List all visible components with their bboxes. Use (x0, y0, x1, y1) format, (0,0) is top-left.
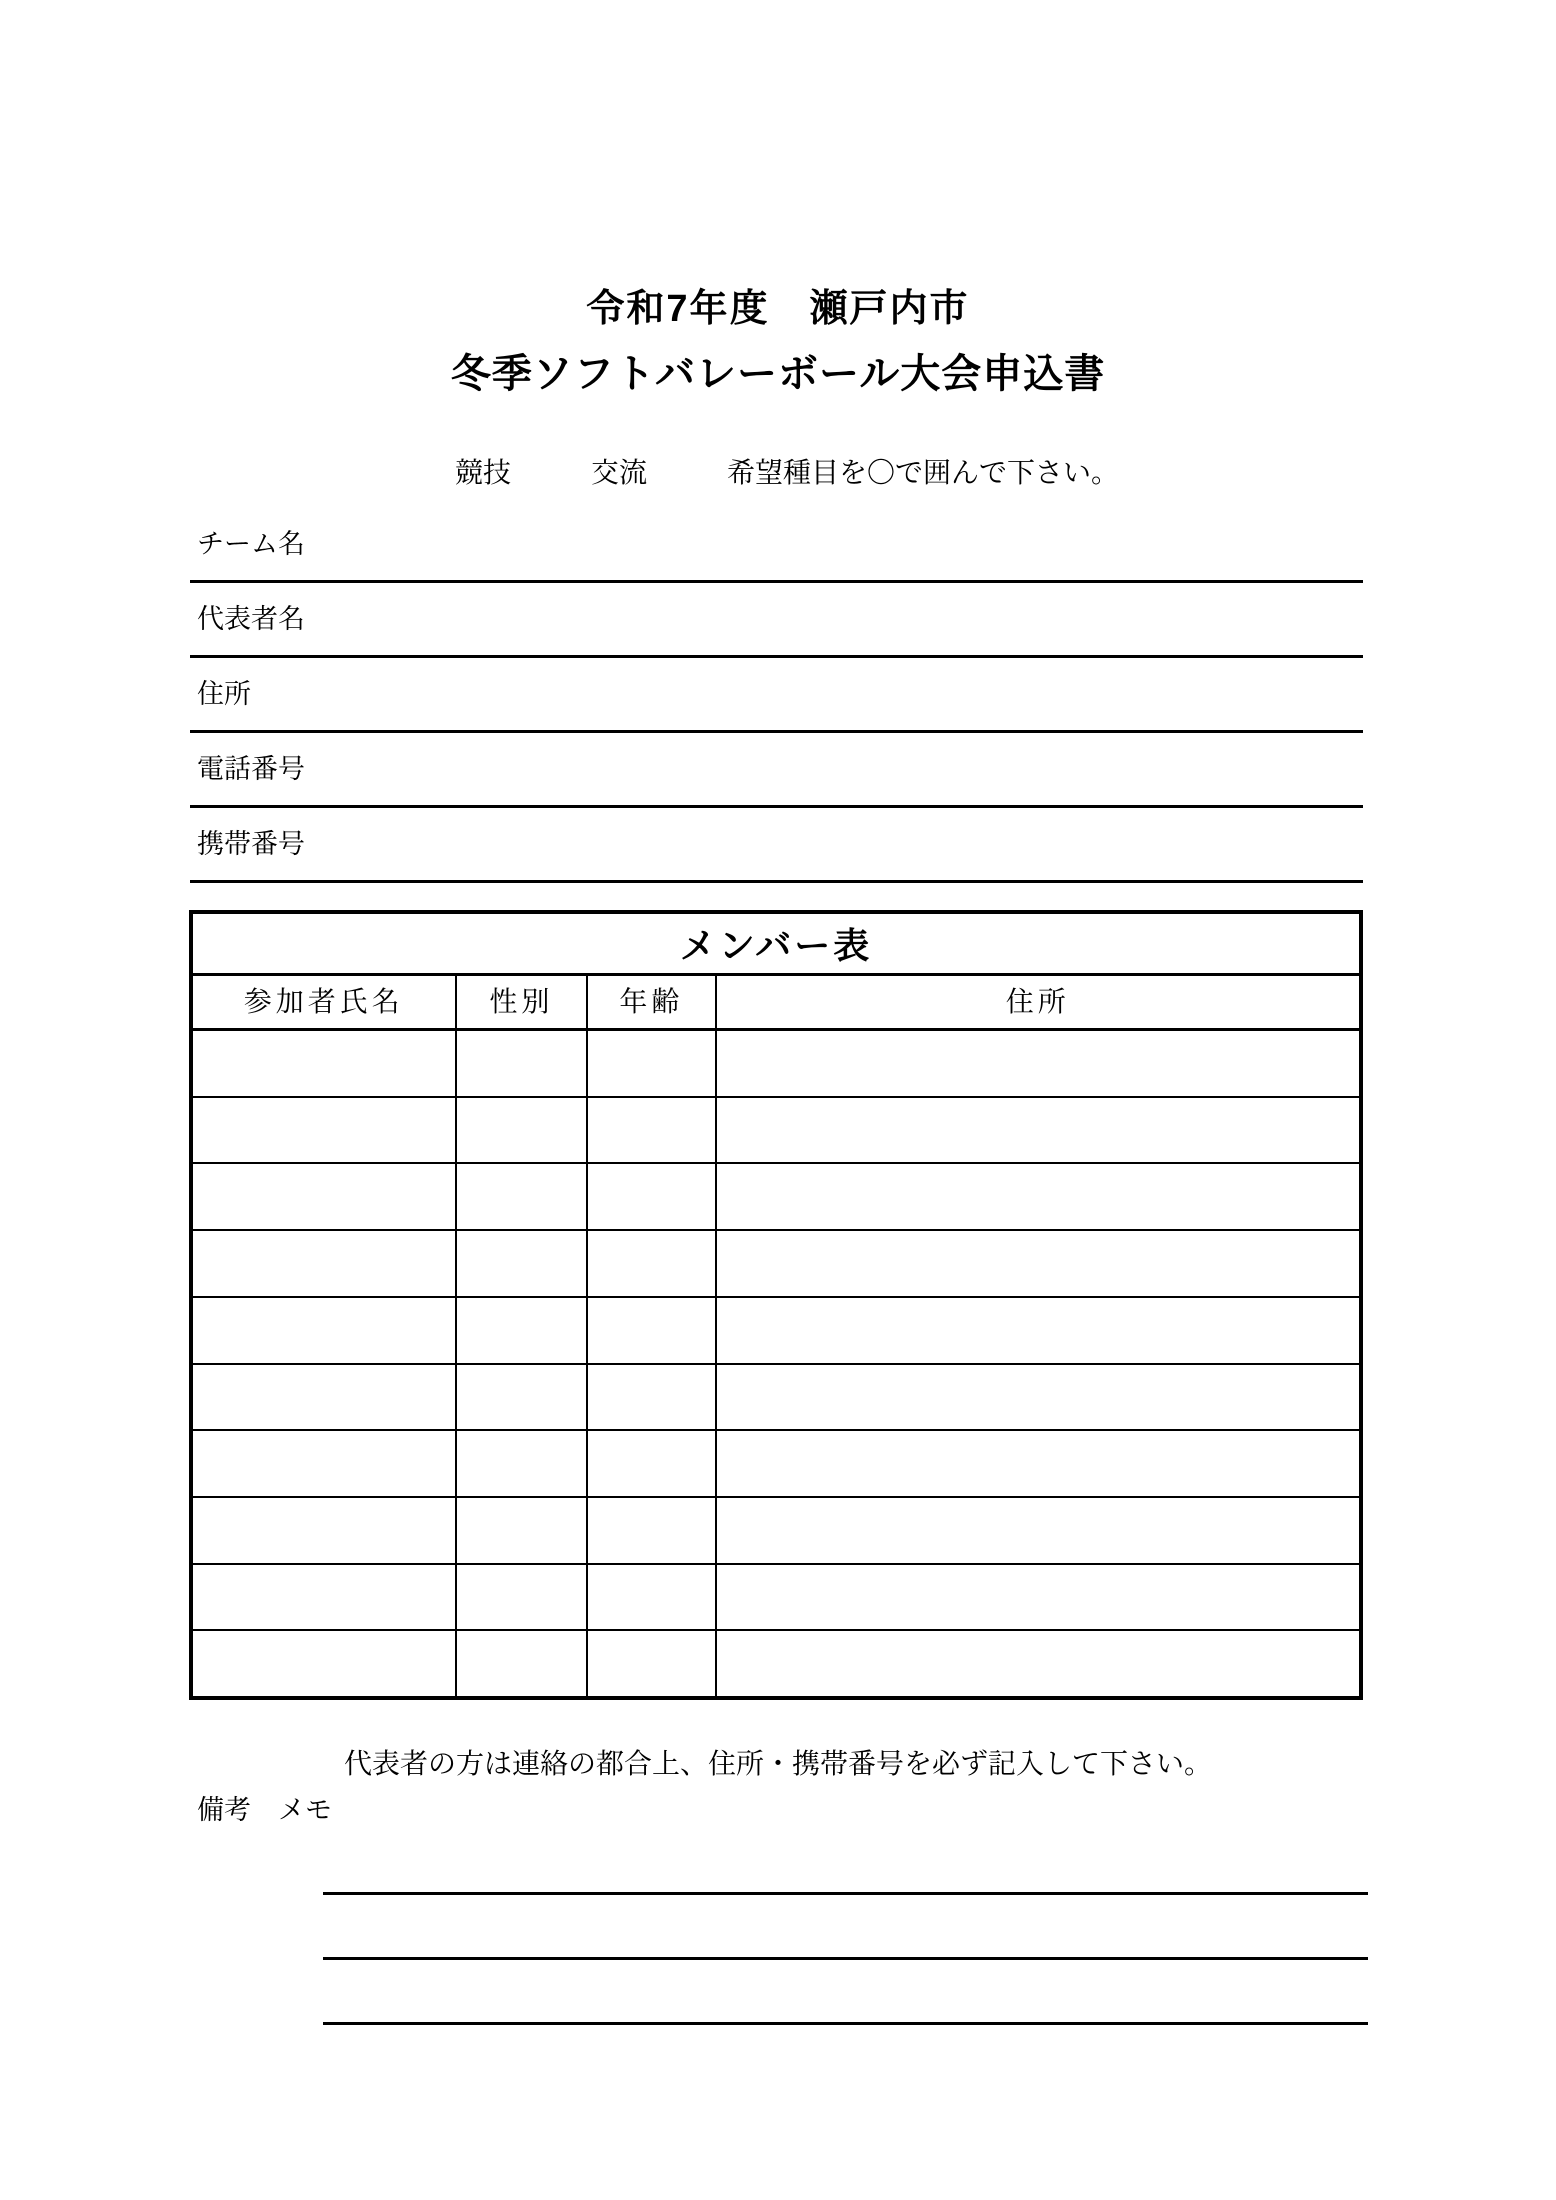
field-representative-name (190, 605, 1363, 658)
member-cell-age[interactable] (588, 1098, 716, 1163)
member-cell-address[interactable] (717, 1098, 1359, 1163)
member-cell-gender[interactable] (457, 1164, 589, 1229)
member-cell-name[interactable] (193, 1365, 457, 1430)
member-table-header-name: 参加者氏名 (193, 976, 457, 1028)
field-phone-number-input[interactable] (360, 755, 1359, 803)
memo-write-line[interactable] (323, 2022, 1368, 2025)
member-cell-gender[interactable] (457, 1565, 589, 1630)
member-table-row (193, 1431, 1359, 1498)
form-title-line1: 令和7年度 瀬戸内市 (586, 288, 970, 330)
member-table-title: メンバー表 (193, 914, 1359, 976)
member-cell-address[interactable] (717, 1498, 1359, 1563)
member-table-row (193, 1365, 1359, 1432)
member-cell-age[interactable] (588, 1431, 716, 1496)
member-cell-age[interactable] (588, 1498, 716, 1563)
member-cell-gender[interactable] (457, 1498, 589, 1563)
field-representative-name-input[interactable] (360, 605, 1359, 653)
member-cell-gender[interactable] (457, 1031, 589, 1096)
field-team-name (190, 530, 1363, 583)
field-address-label: 住所 (197, 679, 251, 709)
member-table-row (193, 1498, 1359, 1565)
member-cell-gender[interactable] (457, 1365, 589, 1430)
member-cell-age[interactable] (588, 1298, 716, 1363)
member-cell-name[interactable] (193, 1298, 457, 1363)
field-phone-number-label: 電話番号 (197, 754, 305, 784)
form-title-line2: 冬季ソフトバレーボール大会申込書 (450, 352, 1106, 396)
member-cell-address[interactable] (717, 1631, 1359, 1696)
member-table-header-gender: 性別 (457, 976, 589, 1028)
memo-lines (323, 1892, 1368, 2087)
member-table-row (193, 1098, 1359, 1165)
member-cell-address[interactable] (717, 1031, 1359, 1096)
member-cell-address[interactable] (717, 1164, 1359, 1229)
category-option-kouryuu[interactable]: 交流 (591, 457, 648, 488)
member-cell-name[interactable] (193, 1631, 457, 1696)
field-mobile-number-label: 携帯番号 (197, 829, 305, 859)
field-team-name-input[interactable] (360, 530, 1359, 578)
member-cell-gender[interactable] (457, 1431, 589, 1496)
field-team-name-label: チーム名 (197, 529, 305, 559)
member-cell-name[interactable] (193, 1031, 457, 1096)
member-table-header-age: 年齢 (588, 976, 716, 1028)
member-cell-address[interactable] (717, 1365, 1359, 1430)
field-phone-number (190, 755, 1363, 808)
member-cell-age[interactable] (588, 1365, 716, 1430)
member-table-row (193, 1231, 1359, 1298)
member-cell-address[interactable] (717, 1298, 1359, 1363)
member-cell-gender[interactable] (457, 1298, 589, 1363)
member-table-row (193, 1031, 1359, 1098)
remarks-label: 備考 メモ (197, 1795, 332, 1825)
member-cell-address[interactable] (717, 1431, 1359, 1496)
member-table-row (193, 1164, 1359, 1231)
member-cell-name[interactable] (193, 1098, 457, 1163)
member-table-row (193, 1565, 1359, 1632)
member-table-header-address: 住所 (1005, 985, 1070, 1017)
member-cell-age[interactable] (588, 1631, 716, 1696)
member-table-header-row (193, 976, 1359, 1031)
member-cell-name[interactable] (193, 1164, 457, 1229)
member-cell-address[interactable] (717, 1231, 1359, 1296)
field-address (190, 680, 1363, 733)
member-cell-age[interactable] (588, 1164, 716, 1229)
member-table-row (193, 1631, 1359, 1696)
category-option-kyougi[interactable]: 競技 (455, 457, 512, 488)
member-cell-gender[interactable] (457, 1098, 589, 1163)
member-cell-gender[interactable] (457, 1631, 589, 1696)
category-choice-row (455, 458, 1119, 489)
member-table-row (193, 1298, 1359, 1365)
member-cell-gender[interactable] (457, 1231, 589, 1296)
member-cell-name[interactable] (193, 1565, 457, 1630)
memo-write-line[interactable] (323, 1892, 1368, 1895)
field-mobile-number (190, 830, 1363, 883)
field-representative-name-label: 代表者名 (197, 604, 305, 634)
memo-write-line[interactable] (323, 1957, 1368, 1960)
member-cell-address[interactable] (717, 1565, 1359, 1630)
member-cell-name[interactable] (193, 1231, 457, 1296)
member-cell-age[interactable] (588, 1565, 716, 1630)
member-cell-name[interactable] (193, 1498, 457, 1563)
member-cell-age[interactable] (588, 1031, 716, 1096)
field-mobile-number-input[interactable] (360, 830, 1359, 878)
field-address-input[interactable] (360, 680, 1359, 728)
member-table (189, 910, 1363, 1700)
member-cell-name[interactable] (193, 1431, 457, 1496)
category-instruction: 希望種目を〇で囲んで下さい。 (727, 457, 1120, 488)
footer-note: 代表者の方は連絡の都合上、住所・携帯番号を必ず記入して下さい。 (343, 1748, 1212, 1779)
member-cell-age[interactable] (588, 1231, 716, 1296)
